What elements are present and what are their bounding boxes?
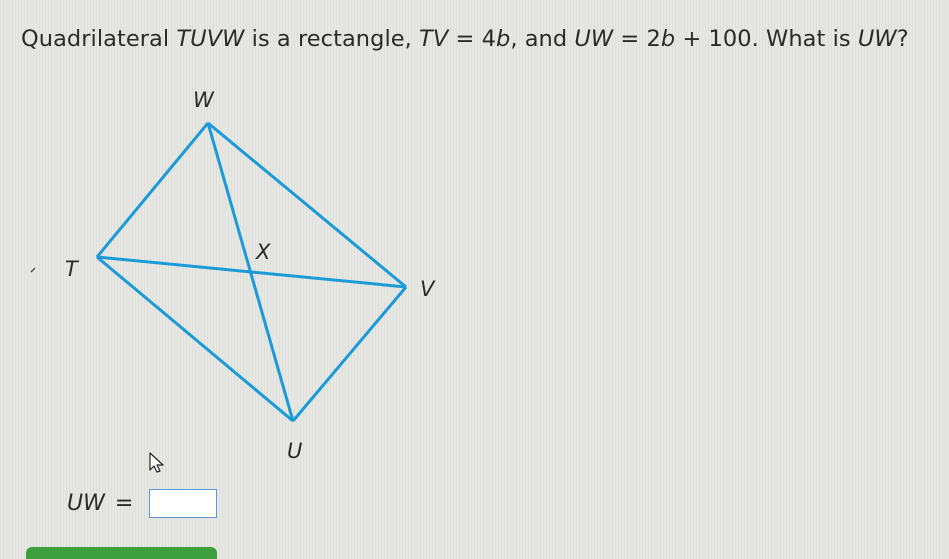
question-b-2: b — [660, 26, 676, 52]
mouse-pointer-icon — [148, 451, 168, 475]
side-ut — [97, 257, 293, 421]
question-shape-name: TUVW — [176, 26, 245, 52]
submit-button[interactable] — [26, 547, 217, 559]
vertex-label-t: T — [65, 257, 78, 281]
question-b-1: b — [495, 26, 511, 52]
diagonal-wu — [208, 123, 293, 421]
question-middle-3: + 100. What is — [675, 26, 858, 52]
question-middle-1: is a rectangle, — [244, 26, 420, 52]
question-eq-2: = 2 — [613, 26, 661, 52]
question-middle-2: , and — [510, 26, 575, 52]
question-uw: UW — [574, 26, 614, 52]
vertex-label-v: V — [420, 277, 435, 301]
answer-input[interactable] — [149, 489, 217, 518]
stray-mark-icon — [30, 266, 38, 274]
side-tw — [97, 123, 208, 257]
answer-label: UW — [67, 490, 105, 516]
question-end: ? — [896, 26, 909, 52]
answer-equals: = — [114, 490, 134, 516]
question-uw-2: UW — [857, 26, 897, 52]
question-prefix: Quadrilateral — [21, 26, 177, 52]
vertex-label-x: X — [256, 240, 271, 264]
question-eq-1: = 4 — [448, 26, 496, 52]
answer-row — [67, 487, 217, 519]
side-vu — [293, 287, 406, 421]
side-wv — [208, 123, 406, 287]
vertex-label-u: U — [287, 439, 303, 463]
question-tv: TV — [419, 26, 449, 52]
vertex-label-w: W — [193, 88, 214, 112]
